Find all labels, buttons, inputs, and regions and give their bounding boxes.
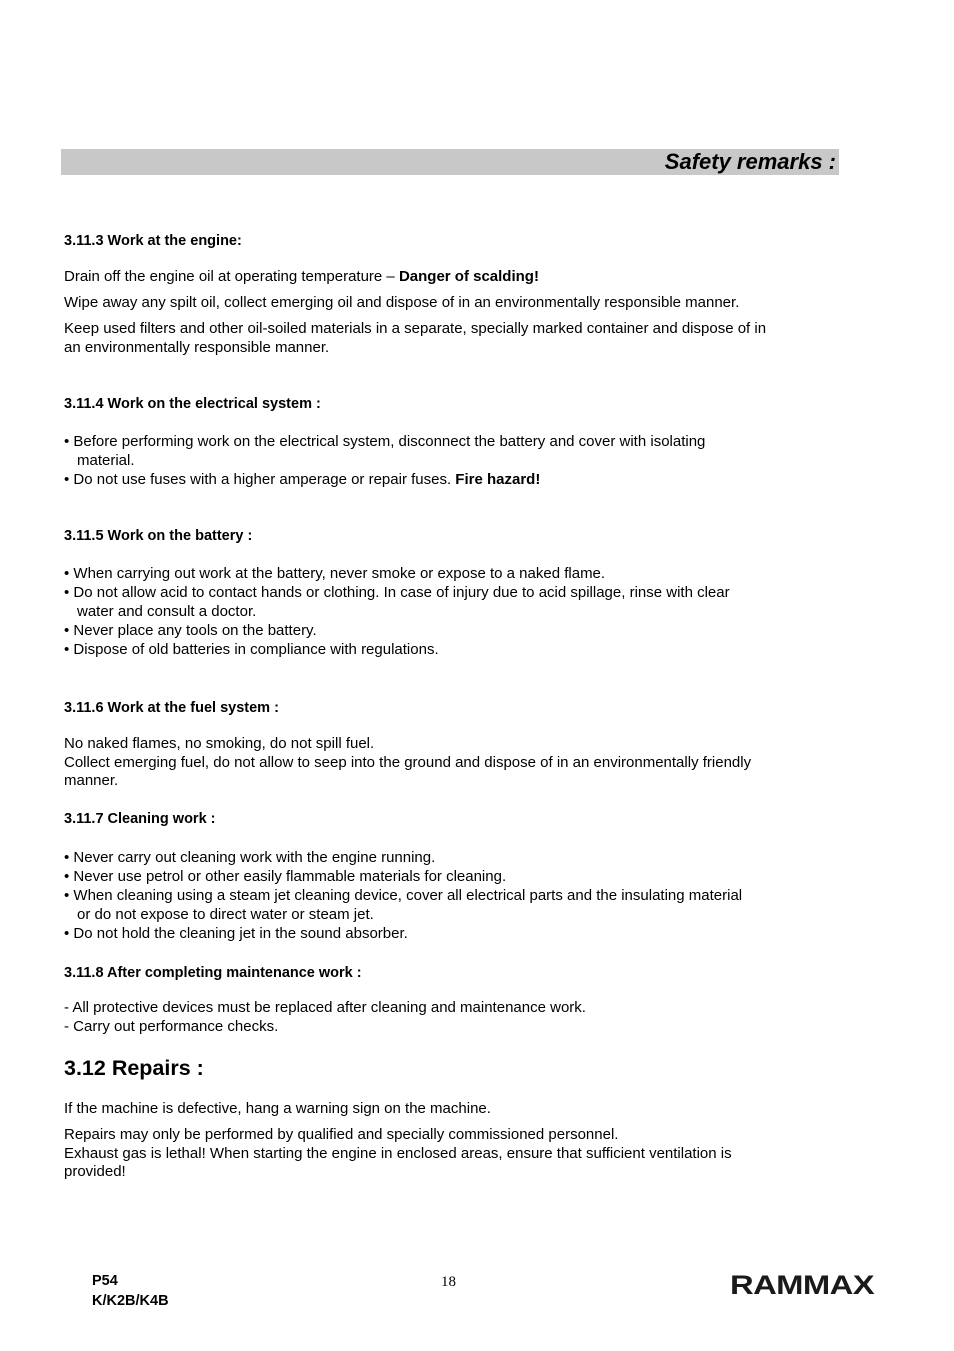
list-item-continuation: or do not expose to direct water or steam jet. [77,906,374,923]
paragraph-line: provided! [64,1163,126,1180]
paragraph-engine-oil [64,268,834,287]
rammax-logo [730,1270,875,1300]
paragraph-line: No naked flames, no smoking, do not spill fuel. [64,735,375,752]
bullet-list-cleaning [64,848,834,943]
list-item-continuation: material. [77,452,135,469]
list-item [64,470,834,489]
paragraph-text: Drain off the engine oil at operating temperature – [64,268,399,285]
paragraph-line: Collect emerging fuel, do not allow to seep into the ground and dispose of in an environmentally friendly [64,753,752,771]
list-item: • Do not hold the cleaning jet in the sound absorber. [64,925,408,942]
footer-model-line: K/K2B/K4B [92,1293,169,1309]
bullet-list-battery [64,564,834,659]
paragraph-line: Keep used filters and other oil-soiled materials in a separate, specially marked container and dispose of in [64,320,767,337]
heading-3-11-8: 3.11.8 After completing maintenance work : [64,965,362,981]
rammax-logo-text: RAMMAX [730,1270,875,1300]
warning-scalding: Danger of scalding! [398,268,539,285]
heading-3-11-5: 3.11.5 Work on the battery : [64,528,253,544]
list-item-text: • Do not use fuses with a higher amperage or repair fuses. [64,471,456,488]
heading-3-11-7: 3.11.7 Cleaning work : [64,811,216,827]
paragraph-line: manner. [64,772,119,789]
paragraph-line: - All protective devices must be replaced after cleaning and maintenance work. [64,999,586,1016]
heading-3-12-repairs: 3.12 Repairs : [64,1056,204,1080]
list-item: • Dispose of old batteries in compliance with regulations. [64,641,439,658]
heading-3-11-3: 3.11.3 Work at the engine: [64,233,242,249]
paragraph-defective: If the machine is defective, hang a warning sign on the machine. [64,1100,491,1117]
list-item: • When cleaning using a steam jet cleaning device, cover all electrical parts and the insulating material [64,887,743,904]
footer-model-line: P54 [92,1273,118,1289]
list-item: • Never place any tools on the battery. [64,622,317,639]
paragraph-line: - Carry out performance checks. [64,1017,279,1035]
list-item: • Never use petrol or other easily flammable materials for cleaning. [64,868,507,885]
paragraph-spilt-oil: Wipe away any spilt oil, collect emerging oil and dispose of in an environmentally responsible manner. [64,294,740,311]
bullet-list-electrical [64,432,834,489]
paragraph-repairs [64,1126,834,1182]
page-number: 18 [441,1274,456,1290]
paragraph-fuel [64,735,834,791]
list-item: • Never carry out cleaning work with the engine running. [64,849,436,866]
warning-fire-hazard: Fire hazard! [455,471,541,488]
heading-3-11-6: 3.11.6 Work at the fuel system : [64,700,279,716]
paragraph-filters [64,320,834,357]
list-item-continuation: water and consult a doctor. [77,603,257,620]
list-item: • Do not allow acid to contact hands or clothing. In case of injury due to acid spillage, rinse with clear [64,584,730,601]
footer-model [92,1271,169,1311]
paragraph-line: Repairs may only be performed by qualified and specially commissioned personnel. [64,1126,619,1143]
list-item: • When carrying out work at the battery, never smoke or expose to a naked flame. [64,565,606,582]
heading-3-11-4: 3.11.4 Work on the electrical system : [64,396,321,412]
paragraph-after-maintenance [64,999,834,1036]
list-item: • Before performing work on the electrical system, disconnect the battery and cover with isolating [64,433,706,450]
section-header-title: Safety remarks : [664,149,836,174]
paragraph-line: Exhaust gas is lethal! When starting the engine in enclosed areas, ensure that sufficient ventilation is [64,1144,732,1162]
section-header-bar [61,149,839,175]
paragraph-line: an environmentally responsible manner. [64,338,330,356]
